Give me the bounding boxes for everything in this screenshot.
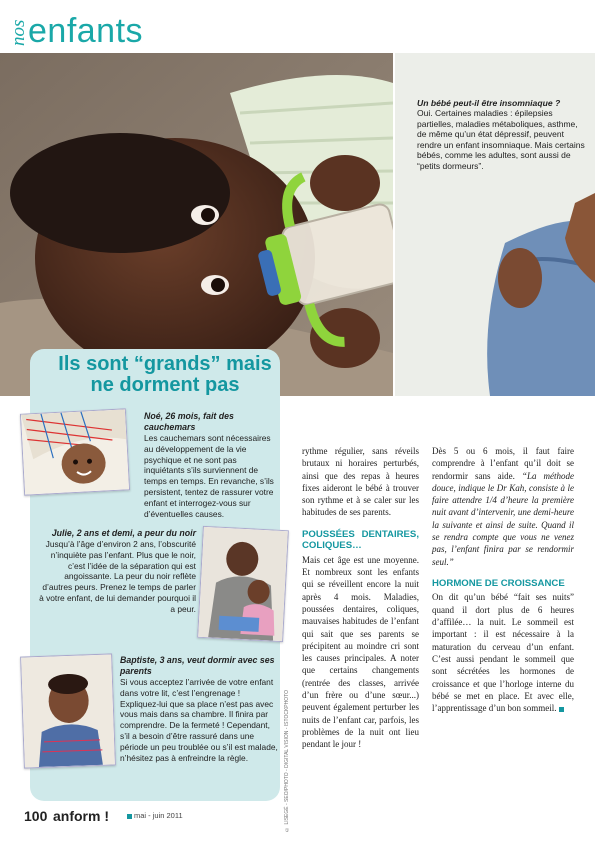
insomnia-title: Un bébé peut-il être insomniaque ? bbox=[417, 98, 561, 108]
baptiste-photo bbox=[20, 653, 116, 768]
insomnia-caption bbox=[417, 98, 587, 172]
section-title: enfants bbox=[28, 12, 144, 50]
issue-date: mai - juin 2011 bbox=[134, 811, 183, 820]
baptiste-item bbox=[120, 655, 278, 763]
column2-lead: Dès 5 ou 6 mois, il faut faire comprendre à l’enfant qu’il doit se rendormir sans aide. bbox=[432, 446, 574, 481]
subhead-poussees: POUSSÉES DENTAIRES, COLIQUES… bbox=[302, 528, 419, 552]
julie-item bbox=[36, 528, 196, 615]
subhead-hormone: HORMONE DE CROISSANCE bbox=[432, 577, 565, 589]
photo-credit: © LISEGÉ - SEO/PHOTO - DIGITAL VISION - ISTOCKPHOTO bbox=[284, 690, 290, 832]
julie-name: Julie, 2 ans et demi, a peur du noir bbox=[51, 528, 196, 538]
noe-name: Noé, 26 mois, fait des cauchemars bbox=[144, 411, 234, 432]
footer-square-icon bbox=[127, 814, 132, 819]
column2-text-b-wrap bbox=[432, 591, 574, 714]
column1-intro: rythme régulier, sans réveils brutaux ni horaires perturbés, ainsi que des repas à heures fixes aideront le bébé à trouver son rythme et à se caler sur les habitudes de ses parents. bbox=[302, 446, 419, 518]
sidebar-box-title: Ils sont “grands” mais ne dorment pas bbox=[58, 353, 272, 396]
article-column-2 bbox=[432, 445, 574, 714]
column1-text: Mais cet âge est une moyenne. Et nombreux sont les enfants qui se réveillent encore la nuit après 4 mois. Maladies, poussées dentaires, coliques, mauvaises habitudes de l’enfant qui sait que ses parents se précipitent au moindre cri sont les causes principales. A noter que certains changements (rentrée des classes, arrivée d’un frère ou d’une sœur...) peuvent également perturber les nuits de l’enfant car, parfois, les problèmes de la nuit ont lieu pendant le jour ! bbox=[302, 554, 419, 750]
column2-text-a bbox=[432, 445, 574, 568]
insomnia-text: Oui. Certaines maladies : épilepsies partielles, maladies métaboliques, asthme, de même qu’un état dépressif, peuvent rendre un enfant insomniaque. Mais certains bébés, comme les adultes, sont aussi de “petits dormeurs”. bbox=[417, 108, 585, 171]
end-mark-icon bbox=[559, 707, 564, 712]
noe-text: Les cauchemars sont nécessaires au développement de la vie psychique et ne sont pas inquiétants s’ils surviennent de temps en temps. En revanche, s’ils persistent, tentez de rassurer votre enfant et interrogez-vous sur d’éventuelles causes. bbox=[144, 433, 274, 519]
baptiste-text: Si vous acceptez l’arrivée de votre enfant dans votre lit, c’est l’engrenage ! Expliquez-lui que sa place n’est pas avec vous mais dans sa chambre. Il finira par comprendre. De la fermeté ! Cependant, s’il a besoin d’être rassuré dans une période un peu troublée ou s’il est malade, n’hésitez pas à enfreindre la règle. bbox=[120, 677, 278, 763]
page-number: 100 bbox=[24, 808, 48, 824]
dr-kah-quote: “La méthode douce, indique le Dr Kah, consiste à le faire attendre 1/4 d’heure la première nuit avant d’intervenir, une demi-heure la suivante et ainsi de suite. Quand il se rendra compte que vous ne venez pas, l’enfant finira par se rendormir seul.” bbox=[432, 470, 575, 567]
article-column-1 bbox=[302, 445, 419, 751]
baby-bottle-photo bbox=[0, 53, 393, 396]
column2-text-b: On dit qu’un bébé “fait ses nuits” quand il dort plus de 6 heures d’affilée… la nuit. Le sommeil est important : il est nécessaire à la maturation du cerveau d’un enfant. C’est aussi pendant le sommeil que sont sécrétées les hormones de croissance et que l’horloge interne du bébé se met en place. Et avec elle, l’apprentissage d’un bon sommeil. bbox=[432, 592, 574, 714]
noe-item bbox=[144, 411, 274, 519]
noe-photo bbox=[20, 408, 130, 495]
julie-photo bbox=[197, 526, 289, 642]
baptiste-name: Baptiste, 3 ans, veut dormir avec ses parents bbox=[120, 655, 275, 676]
section-prefix: nos bbox=[8, 19, 29, 46]
magazine-brand: anform ! bbox=[53, 808, 109, 824]
julie-text: Jusqu’à l’âge d’environ 2 ans, l’obscurité n’inquiète pas l’enfant. Plus que le noir, c’est l’idée de la séparation qui est angoissante. La peur du noir reflète d’autres peurs. Prenez le temps de parler à votre enfant, de lui demander pourquoi il a peur. bbox=[39, 539, 196, 614]
